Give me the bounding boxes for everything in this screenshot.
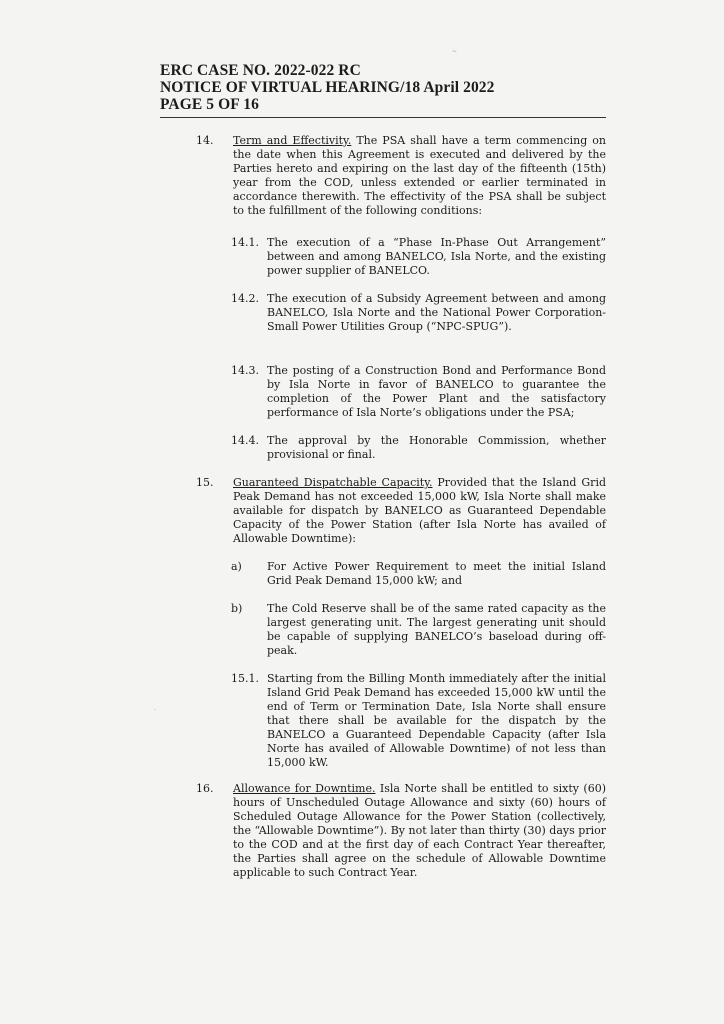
subitem-number: a) [231, 560, 242, 573]
section-body: Provided that the Island Grid Peak Demand has not exceeded 15,000 kW, Isla Norte shall make available for dispatch by BANELCO as Guaranteed Dependable Capacity of the Power Station (after Isla Norte has availed of Allowable Downtime): [233, 476, 606, 545]
scan-speck: ~ [452, 48, 458, 55]
subitem-text: The execution of a Subsidy Agreement between and among BANELCO, Isla Norte and the National Power Corporation-Small Power Utilities Group (“NPC-SPUG”). [267, 292, 606, 333]
section-body: The PSA shall have a term commencing on the date when this Agreement is executed and delivered by the Parties hereto and expiring on the last day of the fifteenth (15th) year from the COD, unless extended or earlier terminated in accordance therewith. The effectivity of the PSA shall be subject to the fulfillment of the following conditions: [233, 134, 606, 217]
subitem-number: 14.1. [231, 236, 259, 249]
section-title: Allowance for Downtime. [233, 782, 376, 795]
header-rule [160, 117, 606, 118]
section-title: Guaranteed Dispatchable Capacity. [233, 476, 433, 489]
subitem-text: The approval by the Honorable Commission, whether provisional or final. [267, 434, 606, 461]
subitem-number: 14.3. [231, 364, 259, 377]
subitem-number: 15.1. [231, 672, 259, 685]
document-header [160, 62, 606, 113]
subitem-text: Starting from the Billing Month immediately after the initial Island Grid Peak Demand has exceeded 15,000 kW until the end of Term or Termination Date, Isla Norte shall ensure that there shall be available for the dispatch by the BANELCO a Guaranteed Dependable Capacity (after Isla Norte has availed of Allowable Downtime) of not less than 15,000 kW. [267, 672, 606, 769]
section-text [233, 134, 606, 218]
notice-title: NOTICE OF VIRTUAL HEARING/18 April 2022 [160, 79, 495, 96]
case-number: ERC CASE NO. 2022-022 RC [160, 62, 361, 79]
subitem-text: The posting of a Construction Bond and Performance Bond by Isla Norte in favor of BANELCO to guarantee the completion of the Power Plant and the satisfactory performance of Isla Norte’s obligations under the PSA; [267, 364, 606, 419]
section-title: Term and Effectivity. [233, 134, 352, 147]
subitem-number: b) [231, 602, 243, 615]
subitem-text: The Cold Reserve shall be of the same rated capacity as the largest generating unit. The largest generating unit should be capable of supplying BANELCO’s baseload during off-peak. [267, 602, 606, 657]
section-text [233, 476, 606, 546]
scan-speck: . [154, 705, 156, 712]
subitem-number: 14.4. [231, 434, 259, 447]
subitem-number: 14.2. [231, 292, 259, 305]
section-number: 15. [196, 476, 214, 489]
section-text [233, 782, 606, 880]
section-number: 14. [196, 134, 214, 147]
section-number: 16. [196, 782, 214, 795]
page-number: PAGE 5 OF 16 [160, 96, 259, 113]
section-body: Isla Norte shall be entitled to sixty (60) hours of Unscheduled Outage Allowance and sixty (60) hours of Scheduled Outage Allowance for the Power Station (collectively, the “Allowable Downtime”). By not later than thirty (30) days prior to the COD and at the first day of each Contract Year thereafter, the Parties shall agree on the schedule of Allowable Downtime applicable to such Contract Year. [233, 782, 607, 879]
subitem-text: The execution of a “Phase In-Phase Out Arrangement” between and among BANELCO, Isla Norte, and the existing power supplier of BANELCO. [267, 236, 606, 277]
subitem-text: For Active Power Requirement to meet the initial Island Grid Peak Demand 15,000 kW; and [267, 560, 606, 587]
